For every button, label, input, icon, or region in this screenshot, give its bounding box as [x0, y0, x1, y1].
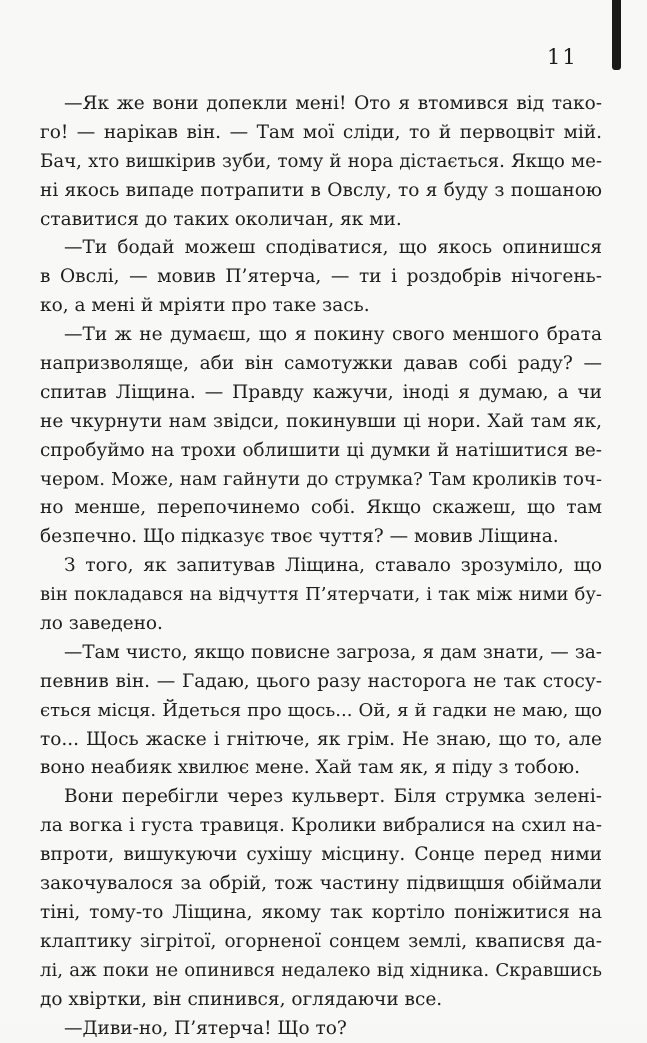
text-line: впроти, вишукуючи сухішу місцину. Сонце перед ними [40, 841, 602, 870]
page-edge-marker [612, 0, 621, 70]
text-line: ється місця. Йдеться про щось... Ой, я й гадки не маю, що [40, 697, 602, 726]
text-line: —Ти ж не думаєш, що я покину свого меншого брата [40, 321, 602, 350]
text-line: —Там чисто, якщо повисне загроза, я дам знати, — за- [40, 639, 602, 668]
text-line: він покладався на відчуття П’ятерчати, і так між ними бу- [40, 581, 602, 610]
text-line: клаптику зігрітої, огорненої сонцем землі, кваписвя да- [40, 928, 602, 957]
text-line: тіні, тому-то Ліщина, якому так кортіло поніжитися на [40, 899, 602, 928]
text-line: Вони перебігли через кульверт. Біля струмка зелені- [40, 783, 602, 812]
text-line: спробуймо на трохи облишити ці думки й натішитися ве- [40, 437, 602, 466]
text-line: —Диви-но, П’ятерча! Що то? [40, 1015, 602, 1043]
text-line: ла вогка і густа травиця. Кролики вибралися на схил на- [40, 812, 602, 841]
text-line: воно неабияк хвилює мене. Хай там як, я піду з тобою. [40, 754, 602, 783]
text-line: З того, як запитував Ліщина, ставало зрозуміло, що [40, 552, 602, 581]
text-line: ні якось випаде потрапити в Овслу, то я буду з пошаною [40, 177, 602, 206]
text-line: спитав Ліщина. — Правду кажучи, іноді я думаю, а чи [40, 379, 602, 408]
text-line: в Овслі, — мовив П’ятерча, — ти і роздобрів нічогень- [40, 263, 602, 292]
text-line: —Як же вони допекли мені! Ото я втомився від тако- [40, 90, 602, 119]
text-line: певнив він. — Гадаю, цього разу насторога не так стосу- [40, 668, 602, 697]
text-line: но менше, перепочинемо собі. Якщо скажеш, що там [40, 494, 602, 523]
page-number: 11 [547, 45, 587, 69]
text-line: —Ти бодай можеш сподіватися, що якось опинишся [40, 234, 602, 263]
text-line: го! — нарікав він. — Там мої сліди, то й первоцвіт мій. [40, 119, 602, 148]
text-line: до хвіртки, він спинився, оглядаючи все. [40, 986, 602, 1015]
body-text [40, 90, 602, 1043]
text-line: ко, а мені й мріяти про таке зась. [40, 292, 602, 321]
text-line: безпечно. Що підказує твоє чуття? — мовив Ліщина. [40, 523, 602, 552]
text-line: закочувалося за обрій, тож частину підвищшя обіймали [40, 870, 602, 899]
text-line: ло заведено. [40, 610, 602, 639]
text-line: то... Щось жаске і гнітюче, як грім. Не знаю, що то, але [40, 726, 602, 755]
text-line: чером. Може, нам гайнути до струмка? Там кроликів точ- [40, 466, 602, 495]
text-line: напризволяще, аби він самотужки давав собі раду? — [40, 350, 602, 379]
text-line: не чкурнути нам звідси, покинувши ці нори. Хай там як, [40, 408, 602, 437]
text-line: лі, аж поки не опинився недалеко від хідника. Скравшись [40, 957, 602, 986]
text-line: ставитися до таких околичан, як ми. [40, 206, 602, 235]
text-line: Бач, хто вишкірив зуби, тому й нора дістається. Якщо ме- [40, 148, 602, 177]
